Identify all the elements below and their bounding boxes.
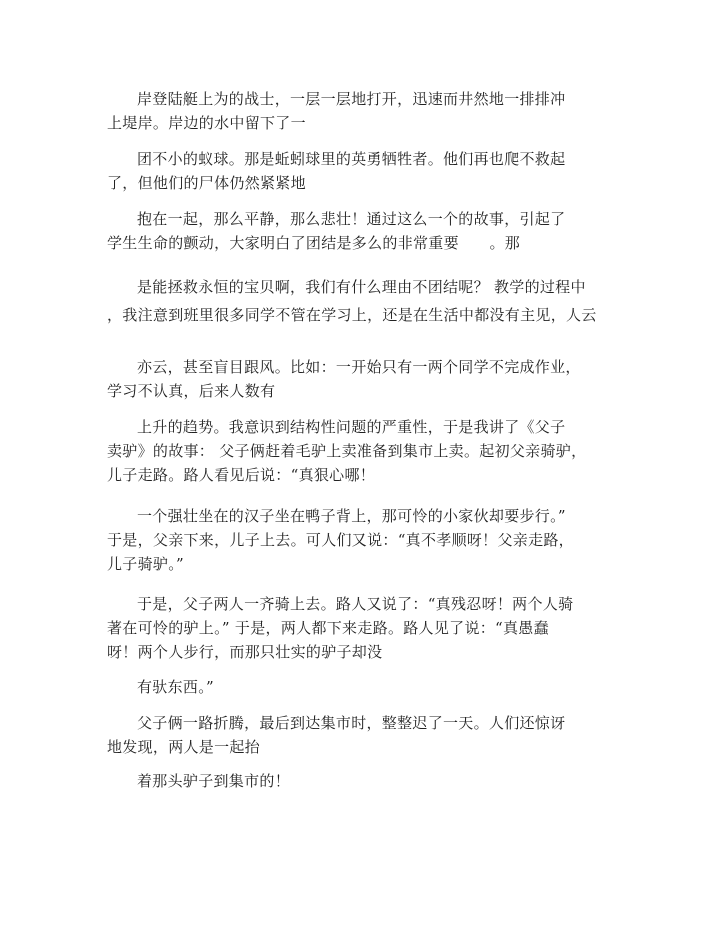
text-line: 儿子走路。路人看见后说：“真狠心哪！ <box>107 466 376 484</box>
text-line: 一个强壮坐在的汉子坐在鸭子背上，那可怜的小家伙却要步行。” <box>137 507 566 525</box>
text-line: 了，但他们的尸体仍然紧紧地 <box>107 174 306 192</box>
text-line: 于是，父子两人一齐骑上去。路人又说了：“真残忍呀！两个人骑 <box>137 595 574 613</box>
text-line: 岸登陆艇上为的战士，一层一层地打开，迅速而井然地一排排冲 <box>137 90 566 108</box>
text-line: 地发现，两人是一起抬 <box>107 738 261 756</box>
text-line: 呀！两个人步行，而那只壮实的驴子却没 <box>107 643 383 661</box>
text-line: 著在可怜的驴上。” 于是，两人都下来走路。路人见了说：“真愚蠢 <box>107 619 549 637</box>
text-line: 是能拯救永恒的宝贝啊，我们有什么理由不团结呢？ 教学的过程中 <box>137 278 586 296</box>
text-line: 于是，父亲下来，儿子上去。可人们又说：“真不孝顺呀！父亲走路， <box>107 531 574 549</box>
text-line: 着那头驴子到集市的！ <box>137 772 291 790</box>
text-line: 有驮东西。” <box>137 678 214 696</box>
text-line: 上升的趋势。我意识到结构性问题的严重性，于是我讲了《父子 <box>137 418 566 436</box>
text-line: ，我注意到班里很多同学不管在学习上，还是在生活中都没有主见，人云 <box>107 306 597 324</box>
text-line: 儿子骑驴。” <box>107 555 184 573</box>
text-line: 团不小的蚁球。那是蚯蚓球里的英勇牺牲者。他们再也爬不救起 <box>137 150 566 168</box>
text-line: 上堤岸。岸边的水中留下了一 <box>107 114 306 132</box>
text-line: 学习不认真，后来人数有 <box>107 382 276 400</box>
text-line: 亦云，甚至盲目跟风。比如：一开始只有一两个同学不完成作业， <box>137 358 581 376</box>
text-line: 父子俩一路折腾，最后到达集市时，整整迟了一天。人们还惊讶 <box>137 714 566 732</box>
text-line: 学生生命的颤动，大家明白了团结是多么的非常重要 。那 <box>107 234 521 252</box>
text-line: 抱在一起，那么平静，那么悲壮！通过这么一个的故事，引起了 <box>137 210 566 228</box>
text-line: 卖驴》的故事： 父子俩赶着毛驴上卖准备到集市上卖。起初父亲骑驴， <box>107 442 587 460</box>
